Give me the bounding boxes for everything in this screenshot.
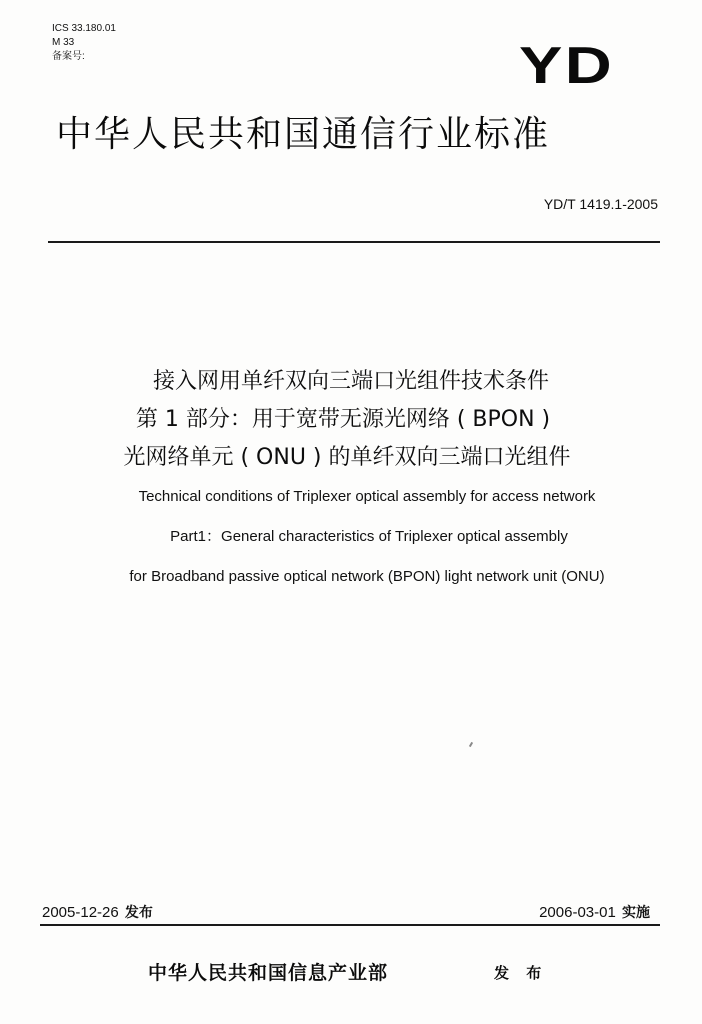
ics-code: ICS 33.180.01: [52, 23, 116, 34]
title-zh-line-2: 第 1 部分：用于宽带无源光网络 ( BPON ): [135, 407, 551, 432]
issue-label: 发布: [124, 905, 153, 921]
title-zh-line-1: 接入网用单纤双向三端口光组件技术条件: [152, 369, 549, 394]
title-en-line-2: Part1：General characteristics of Triplexer optical assembly: [170, 528, 568, 545]
publisher-verb: 发 布: [494, 964, 548, 982]
classification-block: [52, 22, 116, 64]
classification-code: M 33: [52, 37, 75, 48]
effective-date-row: [539, 902, 650, 922]
issue-date-row: [42, 902, 153, 922]
scan-speck: [469, 742, 473, 747]
yd-logo: YD: [518, 37, 614, 95]
issue-date: 2005-12-26: [42, 904, 119, 921]
bottom-divider: [40, 924, 660, 926]
standard-number: YD/T 1419.1-2005: [543, 196, 658, 212]
standard-name: 中华人民共和国通信行业标准: [56, 114, 551, 155]
top-divider: [48, 241, 660, 243]
publisher-name: 中华人民共和国信息产业部: [148, 962, 389, 984]
title-en-line-1: Technical conditions of Triplexer optical assembly for access network: [138, 488, 596, 505]
effective-label: 实施: [622, 905, 650, 921]
effective-date: 2006-03-01: [539, 904, 616, 921]
filing-number-label: 备案号:: [52, 51, 85, 62]
title-en-line-3: for Broadband passive optical network (BPON) light network unit (ONU): [129, 568, 605, 585]
title-zh-line-3: 光网络单元 ( ONU ) 的单纤双向三端口光组件: [123, 445, 571, 470]
